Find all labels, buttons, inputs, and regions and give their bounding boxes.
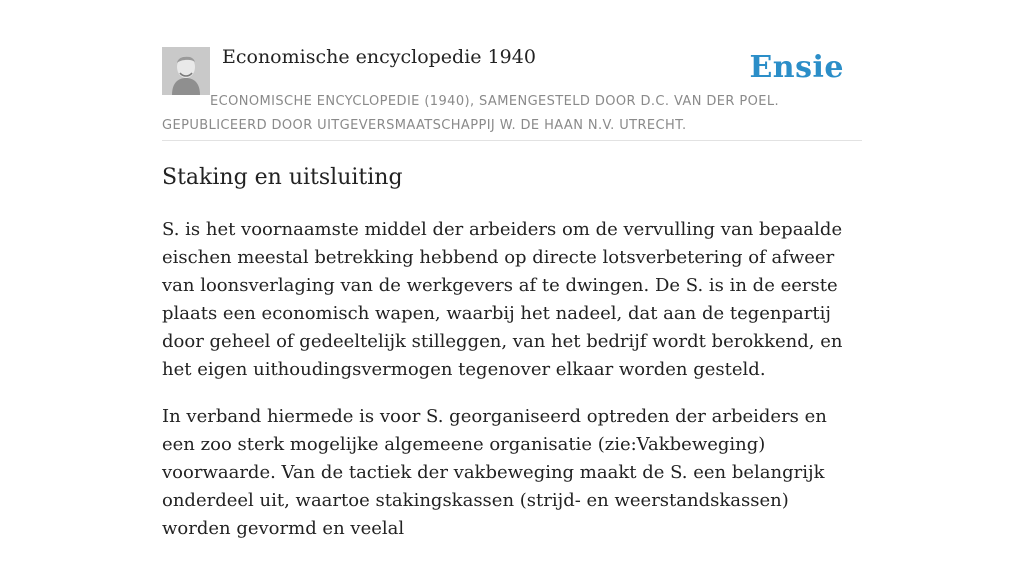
article-paragraph: S. is het voornaamste middel der arbeiders om de vervulling van bepaalde eischen meestal betrekking hebbend op directe lotsverbetering of afweer van loonsverlaging van de werkgevers af te dwingen. De S. is in de eerste plaats een economisch wapen, waarbij het nadeel, dat aan de tegenpartij door geheel of gedeeltelijk stilleggen, van het bedrijf wordt berokkend, en het eigen uithoudingsvermogen tegenover elkaar worden gesteld. — [162, 219, 843, 380]
article — [162, 160, 862, 562]
book-description: ECONOMISCHE ENCYCLOPEDIE (1940), SAMENGESTELD DOOR D.C. VAN DER POEL. GEPUBLICEERD DOOR UITGEVERSMAATSCHAPPIJ W. DE HAAN N.V. UTRECHT. — [162, 94, 780, 133]
article-title: Staking en uitsluiting — [162, 165, 403, 190]
article-paragraph: In verband hiermede is voor S. georganiseerd optreden der arbeiders en een zoo sterk mogelijke algemeene organisatie (zie:Vakbeweging) voorwaarde. Van de tactiek der vakbeweging maakt de S. een belangrijk onderdeel uit, waartoe stakingskassen (strijd- en weerstandskassen) worden gevormd en veelal — [162, 406, 827, 539]
author-portrait-svg — [162, 47, 210, 95]
author-portrait-icon[interactable] — [162, 47, 210, 95]
book-title[interactable]: Economische encyclopedie 1940 — [222, 46, 536, 68]
ensie-logo-link[interactable]: Ensie — [749, 50, 844, 85]
page-header — [162, 44, 862, 141]
